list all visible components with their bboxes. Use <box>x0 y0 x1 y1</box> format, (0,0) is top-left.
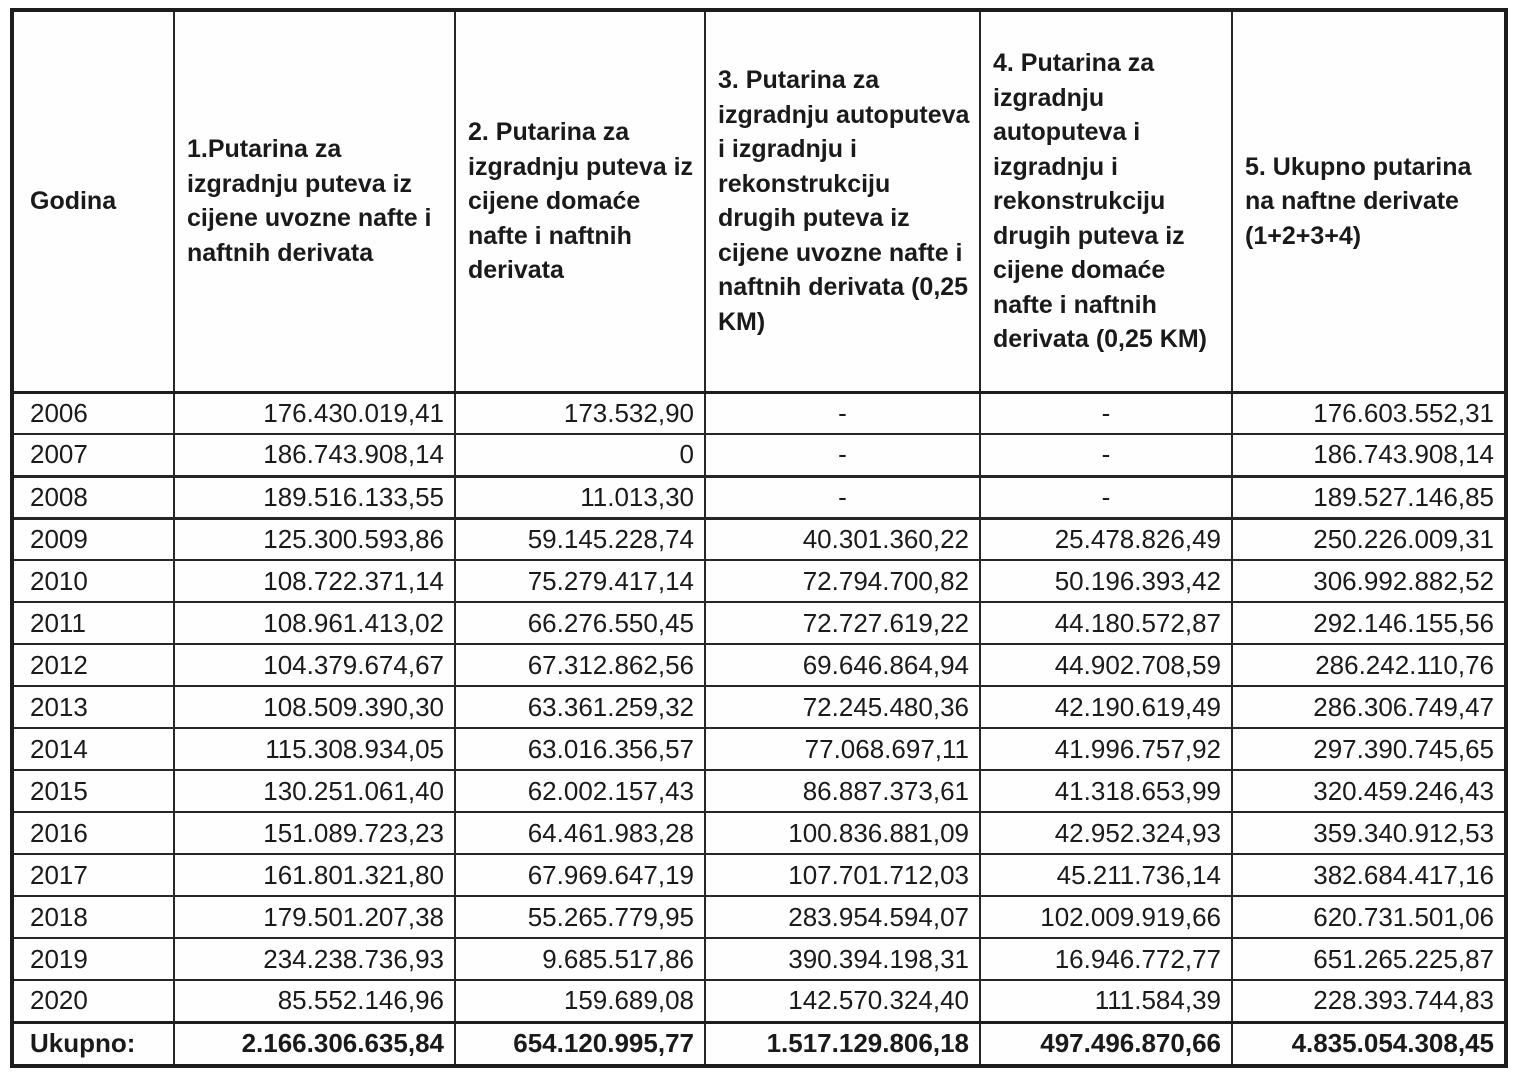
value-cell-toll-4: - <box>980 476 1232 518</box>
table-row <box>12 560 1506 602</box>
value-cell-toll-2: 59.145.228,74 <box>455 518 705 560</box>
value-cell-toll-5: 292.146.155,56 <box>1232 602 1506 644</box>
table-row <box>12 518 1506 560</box>
value-cell-toll-2: 66.276.550,45 <box>455 602 705 644</box>
table-row <box>12 980 1506 1022</box>
value-cell-toll-2: 64.461.983,28 <box>455 812 705 854</box>
value-cell-toll-1: 234.238.736,93 <box>174 938 455 980</box>
header-row <box>12 10 1506 392</box>
value-cell-toll-1: 108.722.371,14 <box>174 560 455 602</box>
value-cell-toll-1: 85.552.146,96 <box>174 980 455 1022</box>
total-value-2: 654.120.995,77 <box>455 1022 705 1066</box>
year-cell: 2011 <box>12 602 174 644</box>
value-cell-toll-2: 173.532,90 <box>455 392 705 434</box>
col-header-toll-4-highways-domestic: 4. Putarina za izgradnju autoputeva i izgradnju i rekonstrukciju drugih puteva iz cijene domaće nafte i naftnih derivata (0,25 KM) <box>980 10 1232 392</box>
value-cell-toll-3: 142.570.324,40 <box>705 980 980 1022</box>
year-cell: 2010 <box>12 560 174 602</box>
year-cell: 2007 <box>12 434 174 476</box>
year-cell: 2006 <box>12 392 174 434</box>
value-cell-toll-2: 63.016.356,57 <box>455 728 705 770</box>
value-cell-toll-3: 69.646.864,94 <box>705 644 980 686</box>
value-cell-toll-4: 50.196.393,42 <box>980 560 1232 602</box>
value-cell-toll-2: 55.265.779,95 <box>455 896 705 938</box>
value-cell-toll-5: 620.731.501,06 <box>1232 896 1506 938</box>
value-cell-toll-5: 286.306.749,47 <box>1232 686 1506 728</box>
value-cell-toll-5: 320.459.246,43 <box>1232 770 1506 812</box>
value-cell-toll-3: 86.887.373,61 <box>705 770 980 812</box>
value-cell-toll-1: 176.430.019,41 <box>174 392 455 434</box>
table-body <box>12 392 1506 1022</box>
value-cell-toll-2: 0 <box>455 434 705 476</box>
value-cell-toll-3: 72.245.480,36 <box>705 686 980 728</box>
value-cell-toll-2: 62.002.157,43 <box>455 770 705 812</box>
year-cell: 2015 <box>12 770 174 812</box>
value-cell-toll-4: 42.190.619,49 <box>980 686 1232 728</box>
value-cell-toll-4: 44.180.572,87 <box>980 602 1232 644</box>
value-cell-toll-3: - <box>705 392 980 434</box>
value-cell-toll-1: 179.501.207,38 <box>174 896 455 938</box>
value-cell-toll-5: 651.265.225,87 <box>1232 938 1506 980</box>
table-row <box>12 644 1506 686</box>
value-cell-toll-5: 306.992.882,52 <box>1232 560 1506 602</box>
col-header-toll-3-highways-imported: 3. Putarina za izgradnju autoputeva i izgradnju i rekonstrukciju drugih puteva iz cijene uvozne nafte i naftnih derivata (0,25 KM) <box>705 10 980 392</box>
year-cell: 2018 <box>12 896 174 938</box>
year-cell: 2008 <box>12 476 174 518</box>
value-cell-toll-1: 108.961.413,02 <box>174 602 455 644</box>
year-cell: 2020 <box>12 980 174 1022</box>
total-value-5: 4.835.054.308,45 <box>1232 1022 1506 1066</box>
col-header-toll-2-domestic-oil: 2. Putarina za izgradnju puteva iz cijene domaće nafte i naftnih derivata <box>455 10 705 392</box>
value-cell-toll-1: 108.509.390,30 <box>174 686 455 728</box>
value-cell-toll-3: 283.954.594,07 <box>705 896 980 938</box>
value-cell-toll-4: 102.009.919,66 <box>980 896 1232 938</box>
toll-revenue-table <box>10 8 1508 1068</box>
col-header-toll-5-total: 5. Ukupno putarina na naftne derivate (1+2+3+4) <box>1232 10 1506 392</box>
total-label: Ukupno: <box>12 1022 174 1066</box>
value-cell-toll-5: 382.684.417,16 <box>1232 854 1506 896</box>
value-cell-toll-3: 107.701.712,03 <box>705 854 980 896</box>
value-cell-toll-1: 161.801.321,80 <box>174 854 455 896</box>
value-cell-toll-5: 286.242.110,76 <box>1232 644 1506 686</box>
value-cell-toll-1: 115.308.934,05 <box>174 728 455 770</box>
total-value-3: 1.517.129.806,18 <box>705 1022 980 1066</box>
value-cell-toll-4: 44.902.708,59 <box>980 644 1232 686</box>
total-row <box>12 1022 1506 1066</box>
value-cell-toll-3: 72.794.700,82 <box>705 560 980 602</box>
table-row <box>12 938 1506 980</box>
year-cell: 2016 <box>12 812 174 854</box>
value-cell-toll-5: 189.527.146,85 <box>1232 476 1506 518</box>
table-row <box>12 434 1506 476</box>
value-cell-toll-3: - <box>705 476 980 518</box>
value-cell-toll-5: 250.226.009,31 <box>1232 518 1506 560</box>
value-cell-toll-4: 25.478.826,49 <box>980 518 1232 560</box>
table-row <box>12 686 1506 728</box>
value-cell-toll-5: 228.393.744,83 <box>1232 980 1506 1022</box>
year-cell: 2012 <box>12 644 174 686</box>
value-cell-toll-4: 111.584,39 <box>980 980 1232 1022</box>
table-row <box>12 854 1506 896</box>
table-row <box>12 896 1506 938</box>
total-value-1: 2.166.306.635,84 <box>174 1022 455 1066</box>
value-cell-toll-5: 297.390.745,65 <box>1232 728 1506 770</box>
total-value-4: 497.496.870,66 <box>980 1022 1232 1066</box>
value-cell-toll-3: 72.727.619,22 <box>705 602 980 644</box>
year-cell: 2014 <box>12 728 174 770</box>
value-cell-toll-4: 41.996.757,92 <box>980 728 1232 770</box>
value-cell-toll-3: - <box>705 434 980 476</box>
value-cell-toll-4: 45.211.736,14 <box>980 854 1232 896</box>
table-row <box>12 602 1506 644</box>
value-cell-toll-1: 151.089.723,23 <box>174 812 455 854</box>
value-cell-toll-4: 42.952.324,93 <box>980 812 1232 854</box>
value-cell-toll-2: 9.685.517,86 <box>455 938 705 980</box>
value-cell-toll-4: - <box>980 392 1232 434</box>
year-cell: 2009 <box>12 518 174 560</box>
value-cell-toll-4: - <box>980 434 1232 476</box>
value-cell-toll-5: 186.743.908,14 <box>1232 434 1506 476</box>
year-cell: 2017 <box>12 854 174 896</box>
table-row <box>12 812 1506 854</box>
table-footer <box>12 1022 1506 1066</box>
col-header-godina: Godina <box>12 10 174 392</box>
value-cell-toll-5: 359.340.912,53 <box>1232 812 1506 854</box>
value-cell-toll-2: 63.361.259,32 <box>455 686 705 728</box>
value-cell-toll-1: 104.379.674,67 <box>174 644 455 686</box>
value-cell-toll-2: 159.689,08 <box>455 980 705 1022</box>
value-cell-toll-4: 41.318.653,99 <box>980 770 1232 812</box>
table-row <box>12 770 1506 812</box>
value-cell-toll-2: 75.279.417,14 <box>455 560 705 602</box>
col-header-toll-1-imported-oil: 1.Putarina za izgradnju puteva iz cijene uvozne nafte i naftnih derivata <box>174 10 455 392</box>
table-row <box>12 476 1506 518</box>
table-row <box>12 392 1506 434</box>
value-cell-toll-3: 390.394.198,31 <box>705 938 980 980</box>
value-cell-toll-3: 40.301.360,22 <box>705 518 980 560</box>
value-cell-toll-2: 67.312.862,56 <box>455 644 705 686</box>
value-cell-toll-1: 186.743.908,14 <box>174 434 455 476</box>
year-cell: 2019 <box>12 938 174 980</box>
value-cell-toll-3: 77.068.697,11 <box>705 728 980 770</box>
value-cell-toll-3: 100.836.881,09 <box>705 812 980 854</box>
value-cell-toll-1: 130.251.061,40 <box>174 770 455 812</box>
value-cell-toll-1: 189.516.133,55 <box>174 476 455 518</box>
table-header <box>12 10 1506 392</box>
year-cell: 2013 <box>12 686 174 728</box>
value-cell-toll-2: 67.969.647,19 <box>455 854 705 896</box>
value-cell-toll-4: 16.946.772,77 <box>980 938 1232 980</box>
value-cell-toll-2: 11.013,30 <box>455 476 705 518</box>
value-cell-toll-5: 176.603.552,31 <box>1232 392 1506 434</box>
table-row <box>12 728 1506 770</box>
value-cell-toll-1: 125.300.593,86 <box>174 518 455 560</box>
